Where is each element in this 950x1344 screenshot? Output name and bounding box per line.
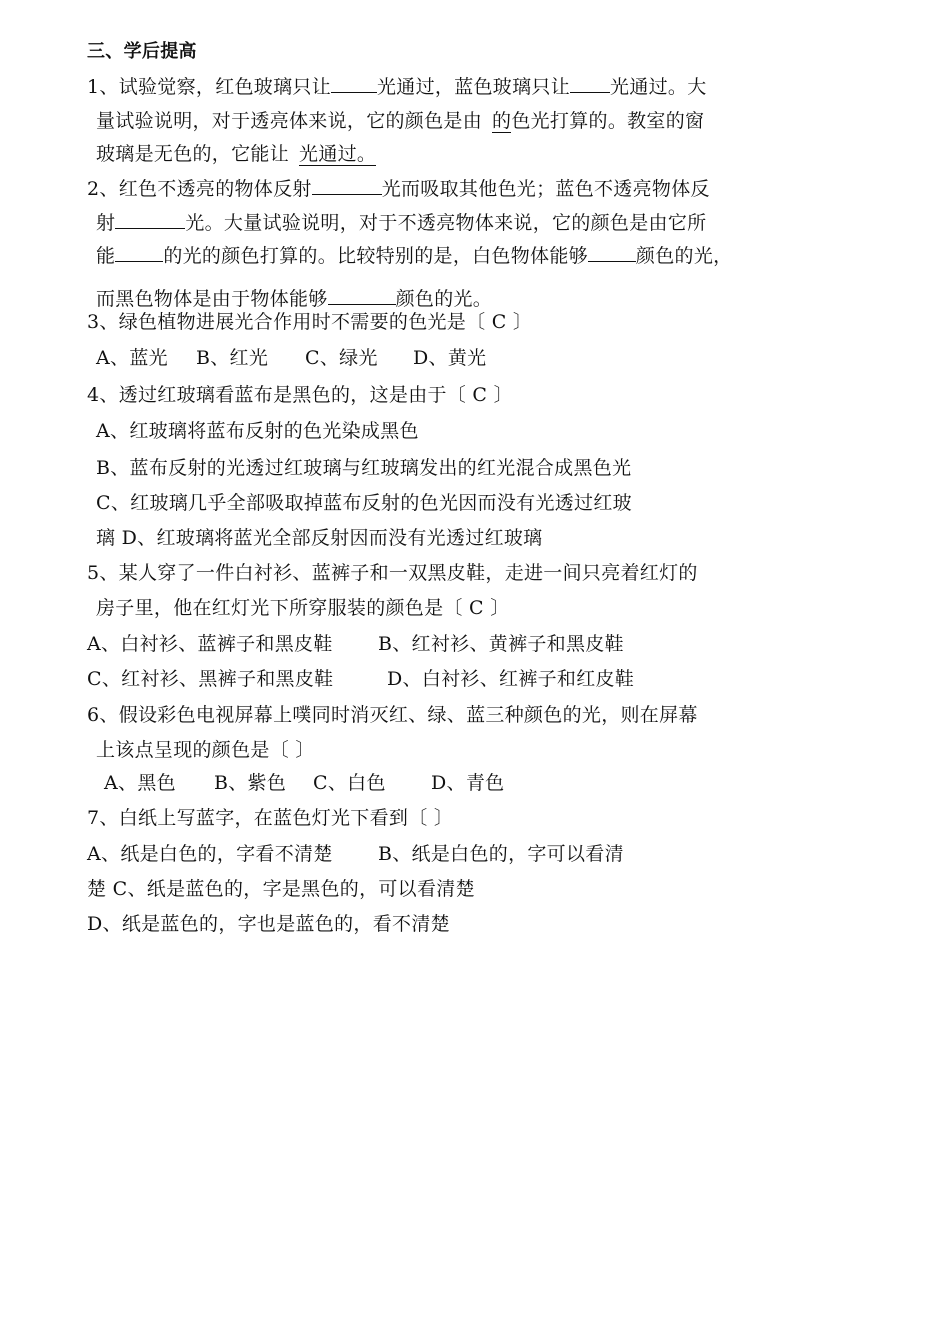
q6-option-b[interactable]: B、紫色 [214, 772, 287, 794]
q5-stem-line-2: 房子里，他在红灯光下所穿服装的颜色是〔 C 〕 [96, 597, 510, 619]
q4-option-d[interactable]: 璃 D、红玻璃将蓝光全部反射因而没有光透过红玻璃 [96, 527, 543, 549]
q2-line-2 [96, 210, 706, 235]
q2-line-3 [96, 243, 732, 268]
q2-text-1b: 光而吸取其他色光；蓝色不透亮物体反 [381, 178, 710, 200]
q2-text-4a: 而黑色物体是由于物体能够 [96, 288, 328, 310]
q2-blank-2[interactable] [115, 210, 185, 229]
q3-stem: 3、绿色植物进展光合作用时不需要的色光是〔 C 〕 [87, 311, 533, 333]
q2-text-3c: 颜色的光， [635, 245, 733, 267]
q1-line-3 [96, 142, 376, 166]
q1-answer-underlined-2: 光通过。 [299, 143, 377, 165]
q1-text-3a: 玻璃是无色的，它能让 [96, 143, 290, 165]
q3-option-b[interactable]: B、红光 [196, 347, 269, 369]
q2-blank-5[interactable] [328, 276, 396, 305]
q2-text-3b: 的光的颜色打算的。比较特别的是，白色物体能够 [163, 245, 588, 267]
q1-text-2c: 色光打算的。教室的窗 [511, 110, 705, 132]
q7-option-b[interactable]: B、纸是白色的，字可以看清 [378, 843, 624, 865]
section-title: 三、学后提高 [87, 41, 197, 62]
q2-line-1 [87, 176, 710, 201]
q4-option-c[interactable]: C、红玻璃几乎全部吸取掉蓝布反射的色光因而没有光透过红玻 [96, 492, 632, 514]
q1-text-1c: 光通过。大 [610, 76, 707, 98]
q5-option-b[interactable]: B、红衬衫、黄裤子和黑皮鞋 [378, 633, 624, 655]
q5-option-a[interactable]: A、白衬衫、蓝裤子和黑皮鞋 [87, 633, 333, 655]
q7-stem: 7、白纸上写蓝字，在蓝色灯光下看到〔 〕 [87, 807, 454, 829]
q2-blank-3[interactable] [115, 243, 163, 262]
q3-option-a[interactable]: A、蓝光 [96, 347, 168, 369]
q1-text-1b: 光通过，蓝色玻璃只让 [377, 76, 571, 98]
q1-line-1 [87, 74, 707, 99]
q1-answer-underlined: 的 [492, 110, 512, 132]
q7-option-c[interactable]: 楚 C、纸是蓝色的，字是黑色的，可以看清楚 [87, 878, 475, 900]
q2-line-4 [96, 276, 492, 311]
q4-option-b[interactable]: B、蓝布反射的光透过红玻璃与红玻璃发出的红光混合成黑色光 [96, 457, 632, 479]
q4-stem: 4、透过红玻璃看蓝布是黑色的，这是由于〔 C 〕 [87, 384, 513, 406]
q1-blank-2[interactable] [570, 74, 610, 93]
q7-option-a[interactable]: A、纸是白色的，字看不清楚 [87, 843, 333, 865]
q6-stem-line-2: 上该点呈现的颜色是〔 〕 [96, 739, 315, 761]
q3-option-d[interactable]: D、黄光 [413, 347, 487, 369]
q6-option-a[interactable]: A、黑色 [104, 772, 176, 794]
q6-stem-line-1: 6、假设彩色电视屏幕上噗同时消灭红、绿、蓝三种颜色的光，则在屏幕 [87, 704, 698, 726]
q2-text-1a: 2、红色不透亮的物体反射 [87, 178, 312, 200]
q5-stem-line-1: 5、某人穿了一件白衬衫、蓝裤子和一双黑皮鞋，走进一间只亮着红灯的 [87, 562, 698, 584]
q2-blank-1[interactable] [312, 176, 382, 195]
q5-option-d[interactable]: D、白衬衫、红裤子和红皮鞋 [387, 668, 635, 690]
q6-option-d[interactable]: D、青色 [431, 772, 505, 794]
q2-text-2a: 射 [96, 212, 116, 234]
q2-text-4b: 颜色的光。 [395, 288, 493, 310]
q6-option-c[interactable]: C、白色 [313, 772, 386, 794]
q1-text-2a: 量试验说明，对于透亮体来说，它的颜色是由 [96, 110, 483, 132]
q2-blank-4[interactable] [588, 243, 636, 262]
q1-line-2 [96, 109, 704, 133]
q4-option-a[interactable]: A、红玻璃将蓝布反射的色光染成黑色 [96, 420, 419, 442]
q2-text-2b: 光。大量试验说明，对于不透亮物体来说，它的颜色是由它所 [185, 212, 707, 234]
q7-option-d[interactable]: D、纸是蓝色的，字也是蓝色的，看不清楚 [87, 913, 450, 935]
q1-text-1a: 1、试验觉察，红色玻璃只让 [87, 76, 331, 98]
q5-option-c[interactable]: C、红衬衫、黑裤子和黑皮鞋 [87, 668, 334, 690]
q2-text-3a: 能 [96, 245, 116, 267]
q3-option-c[interactable]: C、绿光 [305, 347, 378, 369]
q1-blank-1[interactable] [331, 74, 377, 93]
